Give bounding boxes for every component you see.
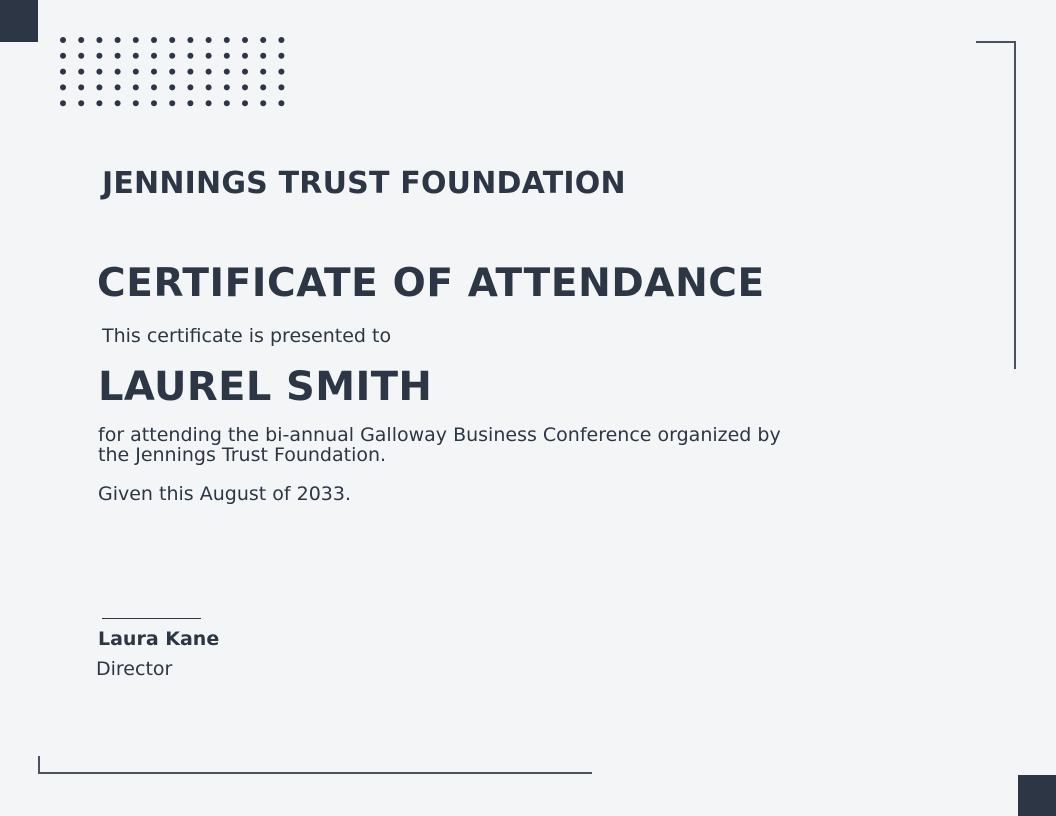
- decor-dot: [115, 37, 121, 43]
- decor-dot: [260, 37, 266, 43]
- corner-square-bottom-right: [1018, 775, 1056, 816]
- decor-dot: [260, 53, 266, 59]
- decor-dot: [115, 84, 121, 90]
- decor-dot: [96, 37, 102, 43]
- decor-dot: [96, 100, 102, 106]
- decor-dot: [169, 84, 175, 90]
- decor-dot: [260, 84, 266, 90]
- decor-dot: [115, 100, 121, 106]
- frame-bracket-top-right: [976, 41, 1016, 369]
- decor-dot: [133, 100, 139, 106]
- decor-dot: [151, 69, 157, 75]
- decor-dot: [224, 100, 230, 106]
- decor-dot: [187, 100, 193, 106]
- organization-name: JENNINGS TRUST FOUNDATION: [102, 166, 626, 201]
- decor-dot: [78, 53, 84, 59]
- decor-dot: [60, 53, 66, 59]
- decor-dot: [60, 84, 66, 90]
- decor-dot: [224, 84, 230, 90]
- signature-line: [102, 618, 201, 619]
- decor-dot: [242, 100, 248, 106]
- corner-square-top-left: [0, 0, 38, 42]
- decor-dot: [206, 69, 212, 75]
- presented-to-text: This certificate is presented to: [102, 325, 392, 347]
- decor-dot: [278, 37, 284, 43]
- recipient-name: LAUREL SMITH: [98, 364, 433, 410]
- decor-dot: [206, 53, 212, 59]
- decor-dot: [224, 53, 230, 59]
- decor-dot: [187, 37, 193, 43]
- decor-dot: [96, 84, 102, 90]
- decor-dot: [242, 84, 248, 90]
- decor-dot: [115, 53, 121, 59]
- decor-dot: [278, 100, 284, 106]
- decor-dot: [78, 84, 84, 90]
- decor-dot: [278, 69, 284, 75]
- signer-name: Laura Kane: [98, 628, 220, 650]
- decor-dot: [78, 69, 84, 75]
- frame-bracket-bottom-left: [38, 756, 592, 774]
- decor-dot: [206, 84, 212, 90]
- decor-dot: [242, 37, 248, 43]
- decor-dot: [206, 100, 212, 106]
- decor-dot: [151, 84, 157, 90]
- decor-dot: [187, 84, 193, 90]
- decor-dot: [151, 100, 157, 106]
- decor-dot: [169, 69, 175, 75]
- decor-dot: [60, 37, 66, 43]
- decor-dot: [260, 100, 266, 106]
- decor-dot: [260, 69, 266, 75]
- decor-dot: [151, 53, 157, 59]
- decor-dot: [78, 37, 84, 43]
- decor-dot: [96, 69, 102, 75]
- decor-dot: [169, 100, 175, 106]
- decor-dot: [78, 100, 84, 106]
- decor-dot: [60, 100, 66, 106]
- decor-dot: [187, 69, 193, 75]
- certificate-title: CERTIFICATE OF ATTENDANCE: [97, 261, 765, 306]
- given-date: Given this August of 2033.: [98, 483, 352, 505]
- decor-dot: [187, 53, 193, 59]
- decor-dot: [115, 69, 121, 75]
- decor-dot: [133, 84, 139, 90]
- decor-dot: [96, 53, 102, 59]
- decor-dot: [151, 37, 157, 43]
- signer-title: Director: [96, 658, 173, 680]
- decor-dot: [278, 84, 284, 90]
- decor-dot: [169, 53, 175, 59]
- attendance-reason: for attending the bi-annual Galloway Business Conference organized by the Jennings Trust Foundation.: [98, 424, 781, 466]
- decor-dot: [206, 37, 212, 43]
- decor-dot: [224, 69, 230, 75]
- decor-dot: [60, 69, 66, 75]
- decor-dot: [224, 37, 230, 43]
- decor-dot: [278, 53, 284, 59]
- decor-dot: [242, 69, 248, 75]
- decor-dot: [169, 37, 175, 43]
- dot-grid-decoration: [58, 34, 290, 108]
- decor-dot: [242, 53, 248, 59]
- decor-dot: [133, 37, 139, 43]
- decor-dot: [133, 69, 139, 75]
- decor-dot: [133, 53, 139, 59]
